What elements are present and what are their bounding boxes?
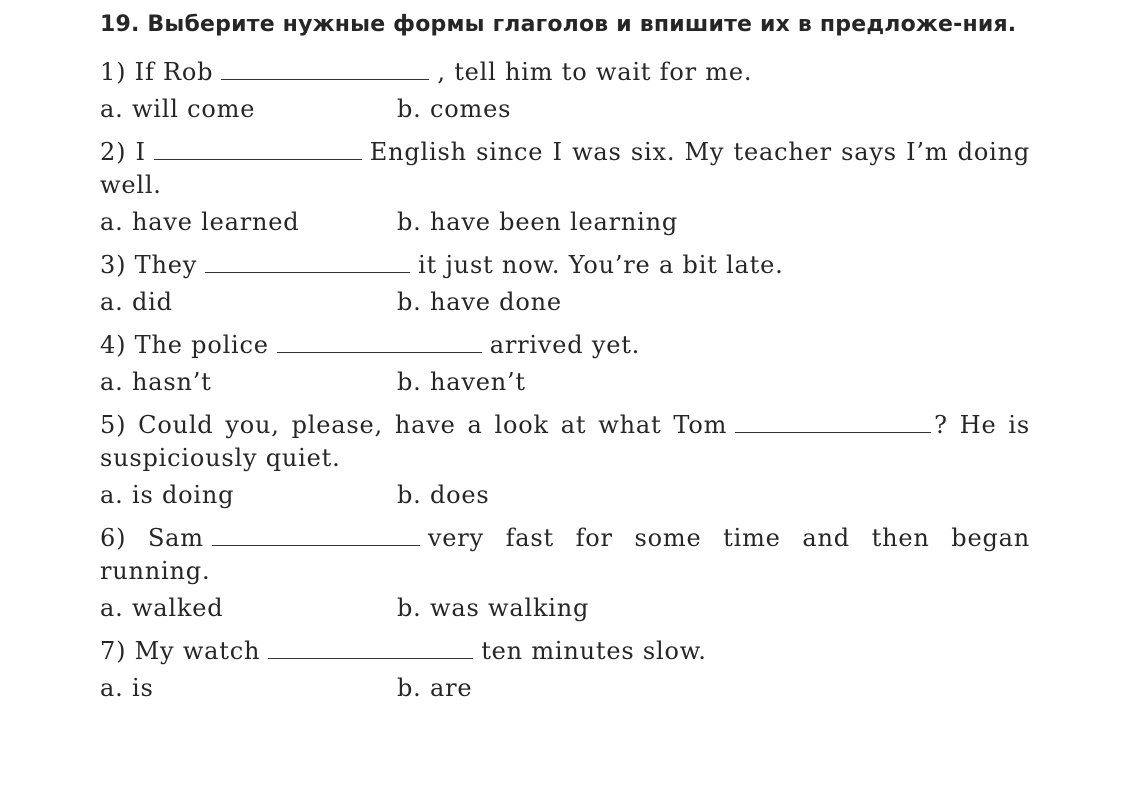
sentence-start: 6) Sam [100, 524, 204, 552]
answer-options [100, 588, 1030, 628]
option-a: a. is doing [100, 481, 235, 509]
exercise-item-6 [100, 522, 1030, 628]
answer-blank [735, 412, 931, 433]
option-b: b. have done [397, 288, 562, 316]
sentence-end: arrived yet. [489, 331, 641, 359]
exercise-item-1 [100, 56, 1030, 129]
option-b: b. was walking [397, 594, 590, 622]
answer-blank [205, 252, 410, 273]
sentence [100, 522, 1030, 588]
answer-options [100, 282, 1030, 322]
answer-options [100, 202, 1030, 242]
answer-options [100, 668, 1030, 708]
option-b: b. does [397, 481, 490, 509]
option-a: a. hasn’t [100, 368, 212, 396]
option-a: a. did [100, 288, 173, 316]
exercise-heading: 19. Выберите нужные формы глаголов и впишите их в предложе-ния. [100, 12, 1017, 37]
sentence-start: 7) My watch [100, 637, 261, 665]
sentence [100, 329, 1030, 362]
answer-options [100, 475, 1030, 515]
answer-blank [277, 332, 482, 353]
exercise-item-4 [100, 329, 1030, 402]
option-a: a. walked [100, 594, 224, 622]
exercise-item-7 [100, 635, 1030, 708]
sentence [100, 56, 1030, 89]
sentence-end: , tell him to wait for me. [437, 58, 753, 86]
sentence-end: very fast for some time and then began running. [100, 524, 1030, 585]
answer-blank [154, 139, 362, 160]
sentence-end: English since I was six. My teacher says I’m doing well. [100, 138, 1030, 199]
sentence-end: ? He is suspiciously quiet. [100, 411, 1030, 472]
exercise-page [100, 6, 1030, 715]
sentence-start: 5) Could you, please, have a look at what Tom [100, 411, 728, 439]
exercise-item-2 [100, 136, 1030, 242]
sentence-end: ten minutes slow. [481, 637, 707, 665]
answer-blank [221, 59, 429, 80]
sentence [100, 409, 1030, 475]
option-b: b. have been learning [397, 208, 679, 236]
sentence [100, 635, 1030, 668]
answer-blank [212, 525, 420, 546]
sentence-start: 4) The police [100, 331, 269, 359]
option-b: b. haven’t [397, 368, 526, 396]
option-b: b. are [397, 674, 473, 702]
sentence-start: 3) They [100, 251, 198, 279]
answer-blank [268, 638, 473, 659]
sentence [100, 136, 1030, 202]
sentence [100, 249, 1030, 282]
option-a: a. is [100, 674, 154, 702]
sentence-start: 2) I [100, 138, 146, 166]
sentence-end: it just now. You’re a bit late. [418, 251, 784, 279]
sentence-start: 1) If Rob [100, 58, 214, 86]
option-a: a. will come [100, 95, 256, 123]
answer-options [100, 362, 1030, 402]
answer-options [100, 89, 1030, 129]
option-a: a. have learned [100, 208, 300, 236]
option-b: b. comes [397, 95, 512, 123]
exercise-item-3 [100, 249, 1030, 322]
exercise-item-5 [100, 409, 1030, 515]
